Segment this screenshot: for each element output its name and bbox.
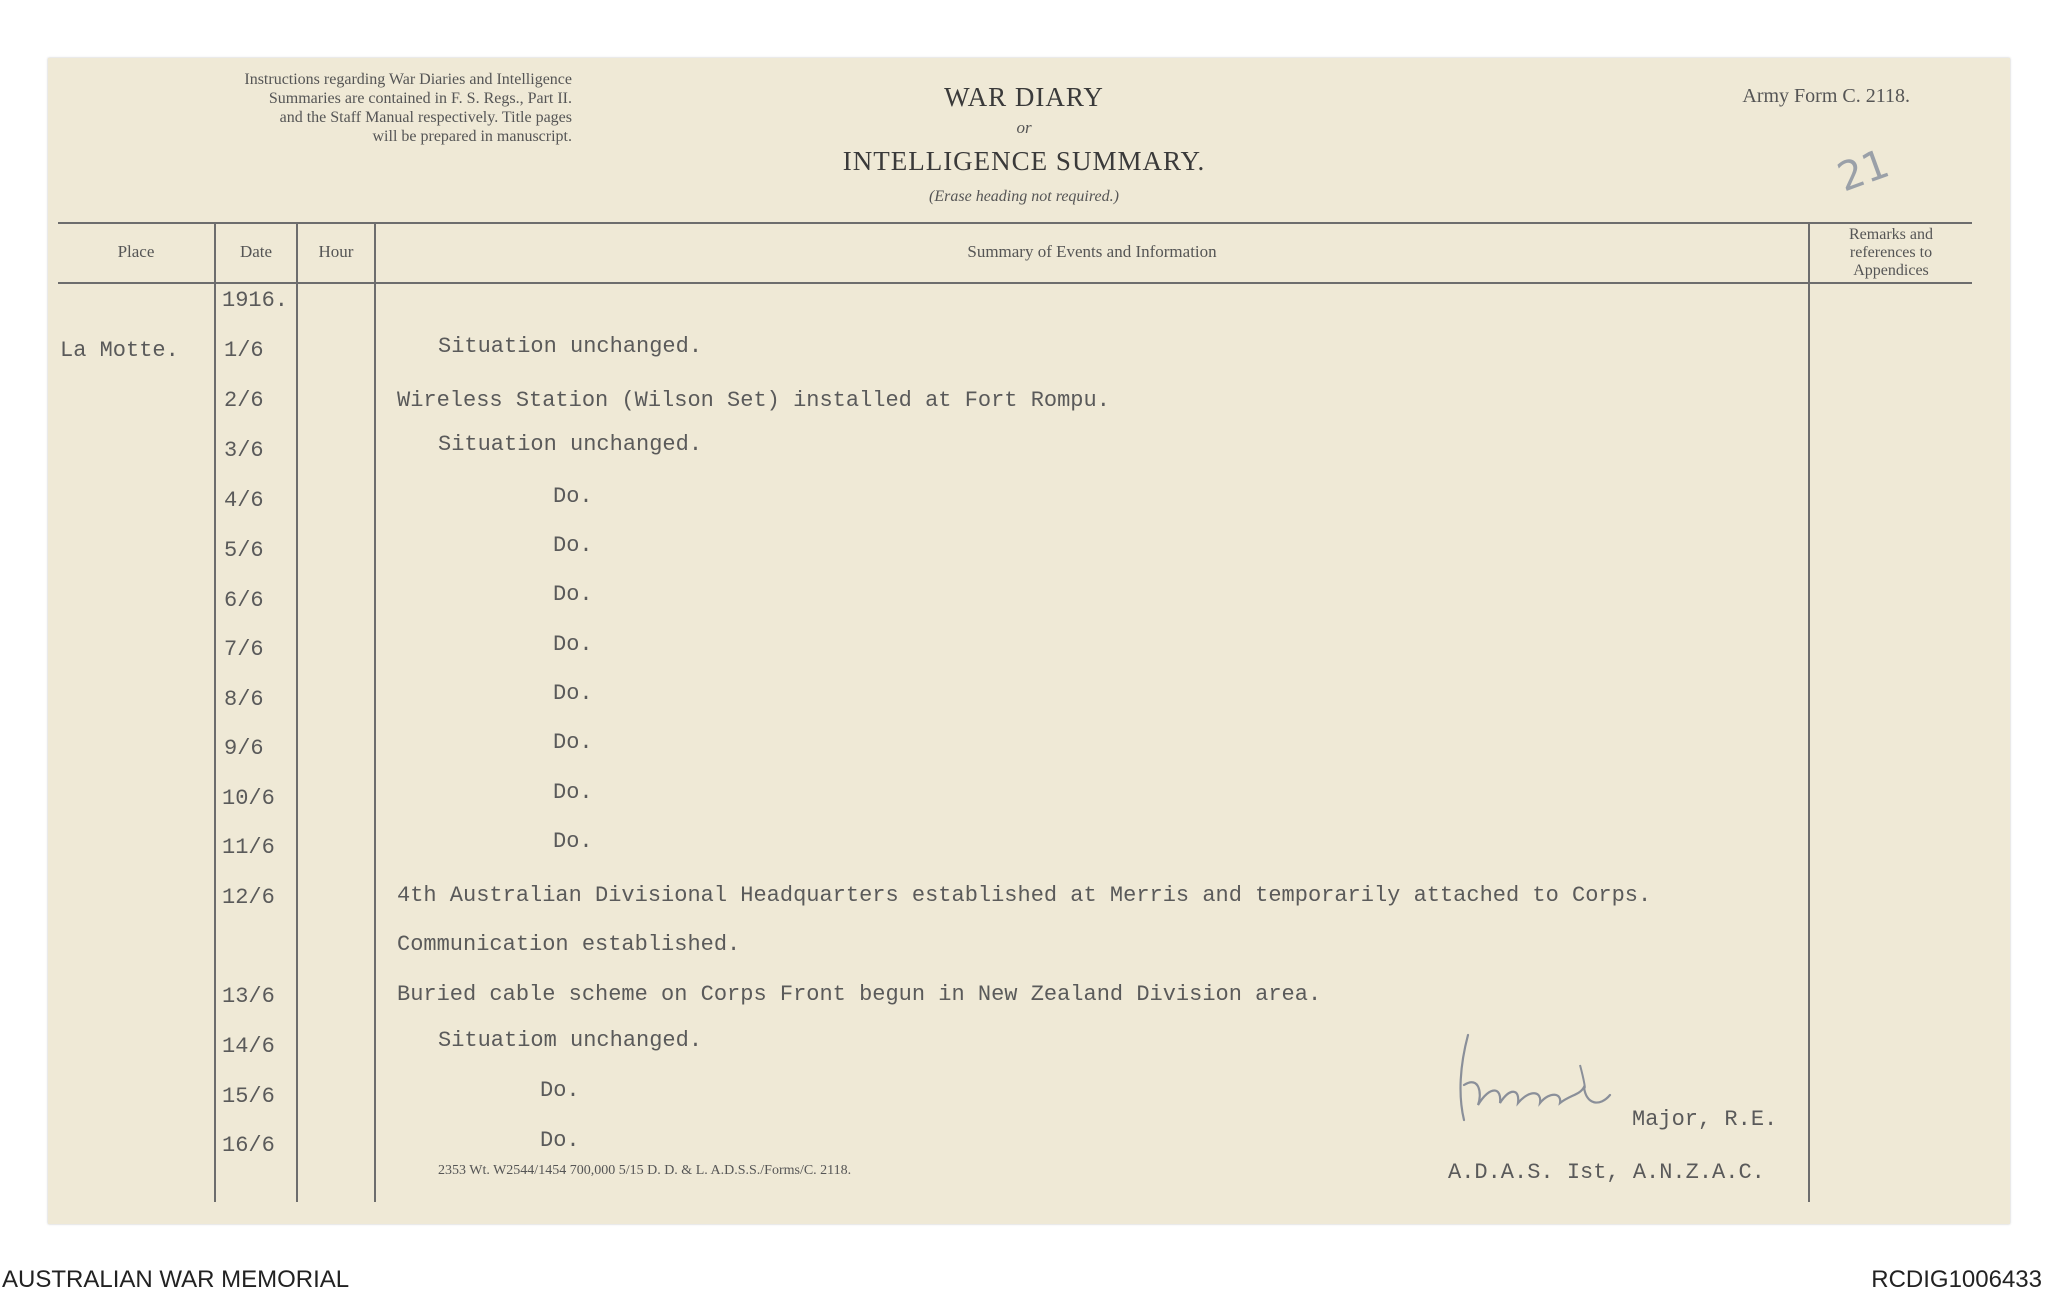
credit-institution: AUSTRALIAN WAR MEMORIAL xyxy=(2,1266,350,1293)
instructions-line: Summaries are contained in F. S. Regs., Part II. xyxy=(268,90,572,107)
entry-text: Situation unchanged. xyxy=(438,334,703,359)
entry-text: Communication established. xyxy=(397,932,741,957)
handwritten-signature xyxy=(1450,1025,1630,1125)
summary-remarks-divider xyxy=(1808,222,1810,1202)
signature-rank: Major, R.E. xyxy=(1632,1107,1778,1132)
column-header-summary: Summary of Events and Information xyxy=(967,242,1217,261)
date-cell: 16/6 xyxy=(222,1133,275,1158)
column-header-hour: Hour xyxy=(318,242,354,261)
date-cell: 2/6 xyxy=(224,388,264,413)
entry-text: Situatiom unchanged. xyxy=(438,1028,703,1053)
army-form-number: Army Form C. 2118. xyxy=(1742,85,1910,107)
page-number: 21 xyxy=(1831,140,1896,202)
entry-text: Do. xyxy=(540,1078,580,1103)
date-cell: 10/6 xyxy=(222,786,275,811)
entry-text: Do. xyxy=(540,1128,580,1153)
remarks-header-line: Appendices xyxy=(1853,262,1929,279)
date-cell: 6/6 xyxy=(224,588,264,613)
entry-text: Do. xyxy=(553,484,593,509)
title-or: or xyxy=(1016,118,1032,137)
entry-text: Do. xyxy=(553,780,593,805)
date-cell: 12/6 xyxy=(222,885,275,910)
date-cell: 8/6 xyxy=(224,687,264,712)
printer-line: 2353 Wt. W2544/1454 700,000 5/15 D. D. & L. A.D.S.S./Forms/C. 2118. xyxy=(438,1163,852,1178)
instructions-line: will be prepared in manuscript. xyxy=(372,128,572,145)
date-cell: 15/6 xyxy=(222,1084,275,1109)
date-cell: 1/6 xyxy=(224,338,264,363)
column-header-place: Place xyxy=(117,242,155,261)
signature-unit: A.D.A.S. Ist, A.N.Z.A.C. xyxy=(1448,1160,1765,1185)
date-cell: 9/6 xyxy=(224,736,264,761)
place-date-divider xyxy=(214,222,216,1202)
date-cell: 13/6 xyxy=(222,984,275,1009)
title-war-diary: WAR DIARY xyxy=(944,82,1104,112)
entry-text: 4th Australian Divisional Headquarters established at Merris and temporarily attached to Corps. xyxy=(397,883,1652,908)
header-bottom-rule xyxy=(58,282,1972,284)
instructions-line: Instructions regarding War Diaries and Intelligence xyxy=(244,71,572,88)
entry-text: Do. xyxy=(553,632,593,657)
entry-text: Do. xyxy=(553,681,593,706)
date-cell: 4/6 xyxy=(224,488,264,513)
place-label: La Motte. xyxy=(60,338,179,363)
entry-text: Do. xyxy=(553,829,593,854)
date-cell: 11/6 xyxy=(222,835,275,860)
date-cell: 3/6 xyxy=(224,438,264,463)
column-header-date: Date xyxy=(239,242,273,261)
date-cell: 7/6 xyxy=(224,637,264,662)
remarks-header-line: Remarks and xyxy=(1849,226,1933,243)
credit-record-id: RCDIG1006433 xyxy=(1871,1266,2042,1293)
date-cell: 14/6 xyxy=(222,1034,275,1059)
entry-text: Wireless Station (Wilson Set) installed at Fort Rompu. xyxy=(397,388,1110,413)
erase-heading-note: (Erase heading not required.) xyxy=(929,188,1119,205)
header-top-rule xyxy=(58,222,1972,224)
date-cell: 5/6 xyxy=(224,538,264,563)
instructions-line: and the Staff Manual respectively. Title pages xyxy=(279,109,572,126)
form-sheet xyxy=(48,58,2010,1224)
column-header-remarks xyxy=(1810,226,1972,280)
year-label: 1916. xyxy=(222,288,289,313)
entry-text: Situation unchanged. xyxy=(438,432,703,457)
remarks-header-line: references to xyxy=(1849,244,1933,261)
entry-text: Do. xyxy=(553,533,593,558)
entry-text: Buried cable scheme on Corps Front begun in New Zealand Division area. xyxy=(397,982,1322,1007)
entry-text: Do. xyxy=(553,582,593,607)
title-intelligence-summary: INTELLIGENCE SUMMARY. xyxy=(842,146,1206,176)
date-hour-divider xyxy=(296,222,298,1202)
entry-text: Do. xyxy=(553,730,593,755)
hour-summary-divider xyxy=(374,222,376,1202)
